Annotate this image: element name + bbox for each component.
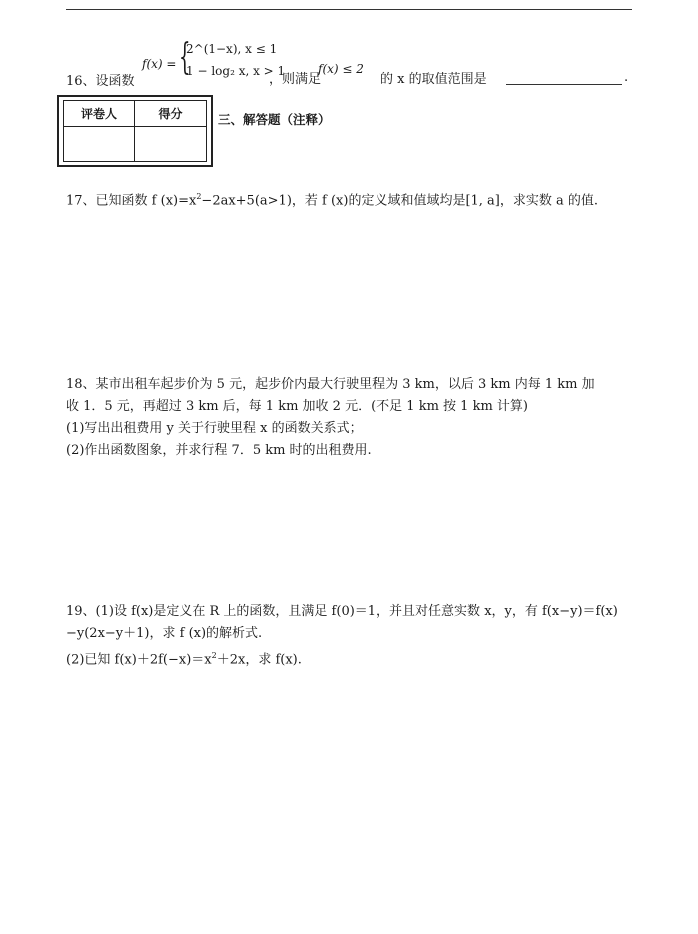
q17-text-b: −2ax+5(a>1)，若 f (x)的定义域和值域均是[1, a]，求实数 a 的值. — [201, 193, 599, 209]
q16-function-name: f(x) = — [142, 57, 177, 71]
q18-line-4: (2)作出函数图象，并求行程 7．5 km 时的出租费用. — [66, 443, 372, 458]
q16-case-2: 1 − log₂ x, x > 1 — [186, 64, 286, 78]
q19-line-1: 19、(1)设 f(x)是定义在 R 上的函数，且满足 f(0)＝1，并且对任意实数 x，y，有 f(x−y)＝f(x) — [66, 604, 618, 619]
q16-tail-text: 的 x 的取值范围是 — [380, 72, 487, 87]
score-table-header-grader: 评卷人 — [64, 101, 135, 127]
q16-condition: f(x) ≤ 2 — [318, 62, 364, 76]
top-rule — [66, 9, 632, 10]
q18-line-1: 18、某市出租车起步价为 5 元，起步价内最大行驶里程为 3 km，以后 3 km 内每 1 km 加 — [66, 377, 595, 392]
q16-brace: { — [179, 37, 191, 78]
q19-exponent: 2 — [211, 651, 217, 660]
q16-number: 16、设函数 — [66, 74, 135, 89]
q18-line-2: 收 1．5 元，再超过 3 km 后，每 1 km 加收 2 元．(不足 1 km 按 1 km 计算) — [66, 399, 528, 414]
question-16 — [66, 37, 646, 90]
q16-case-1: 2^(1−x), x ≤ 1 — [186, 42, 278, 56]
question-17 — [66, 186, 632, 212]
question-19 — [66, 601, 632, 671]
q16-middle-text: ，则满足 — [269, 72, 322, 87]
score-table-cell-score[interactable] — [135, 127, 206, 161]
score-table — [57, 95, 213, 167]
q19-line-2: −y(2x−y＋1)，求 f (x)的解析式. — [66, 626, 263, 641]
section-title: 三、解答题（注释） — [218, 112, 331, 127]
score-table-cell-grader[interactable] — [64, 127, 135, 161]
q19-line-3-b: ＋2x，求 f(x). — [216, 652, 302, 668]
q16-answer-blank[interactable] — [506, 84, 622, 85]
question-18 — [66, 374, 632, 462]
q18-line-3: (1)写出出租费用 y 关于行驶里程 x 的函数关系式； — [66, 421, 363, 436]
score-table-header-score: 得分 — [135, 101, 206, 127]
q17-text-a: 17、已知函数 f (x)=x — [66, 193, 197, 209]
q16-end: . — [624, 70, 629, 85]
q17-exponent: 2 — [196, 192, 202, 201]
q19-line-3-a: (2)已知 f(x)＋2f(−x)＝x — [66, 652, 212, 668]
